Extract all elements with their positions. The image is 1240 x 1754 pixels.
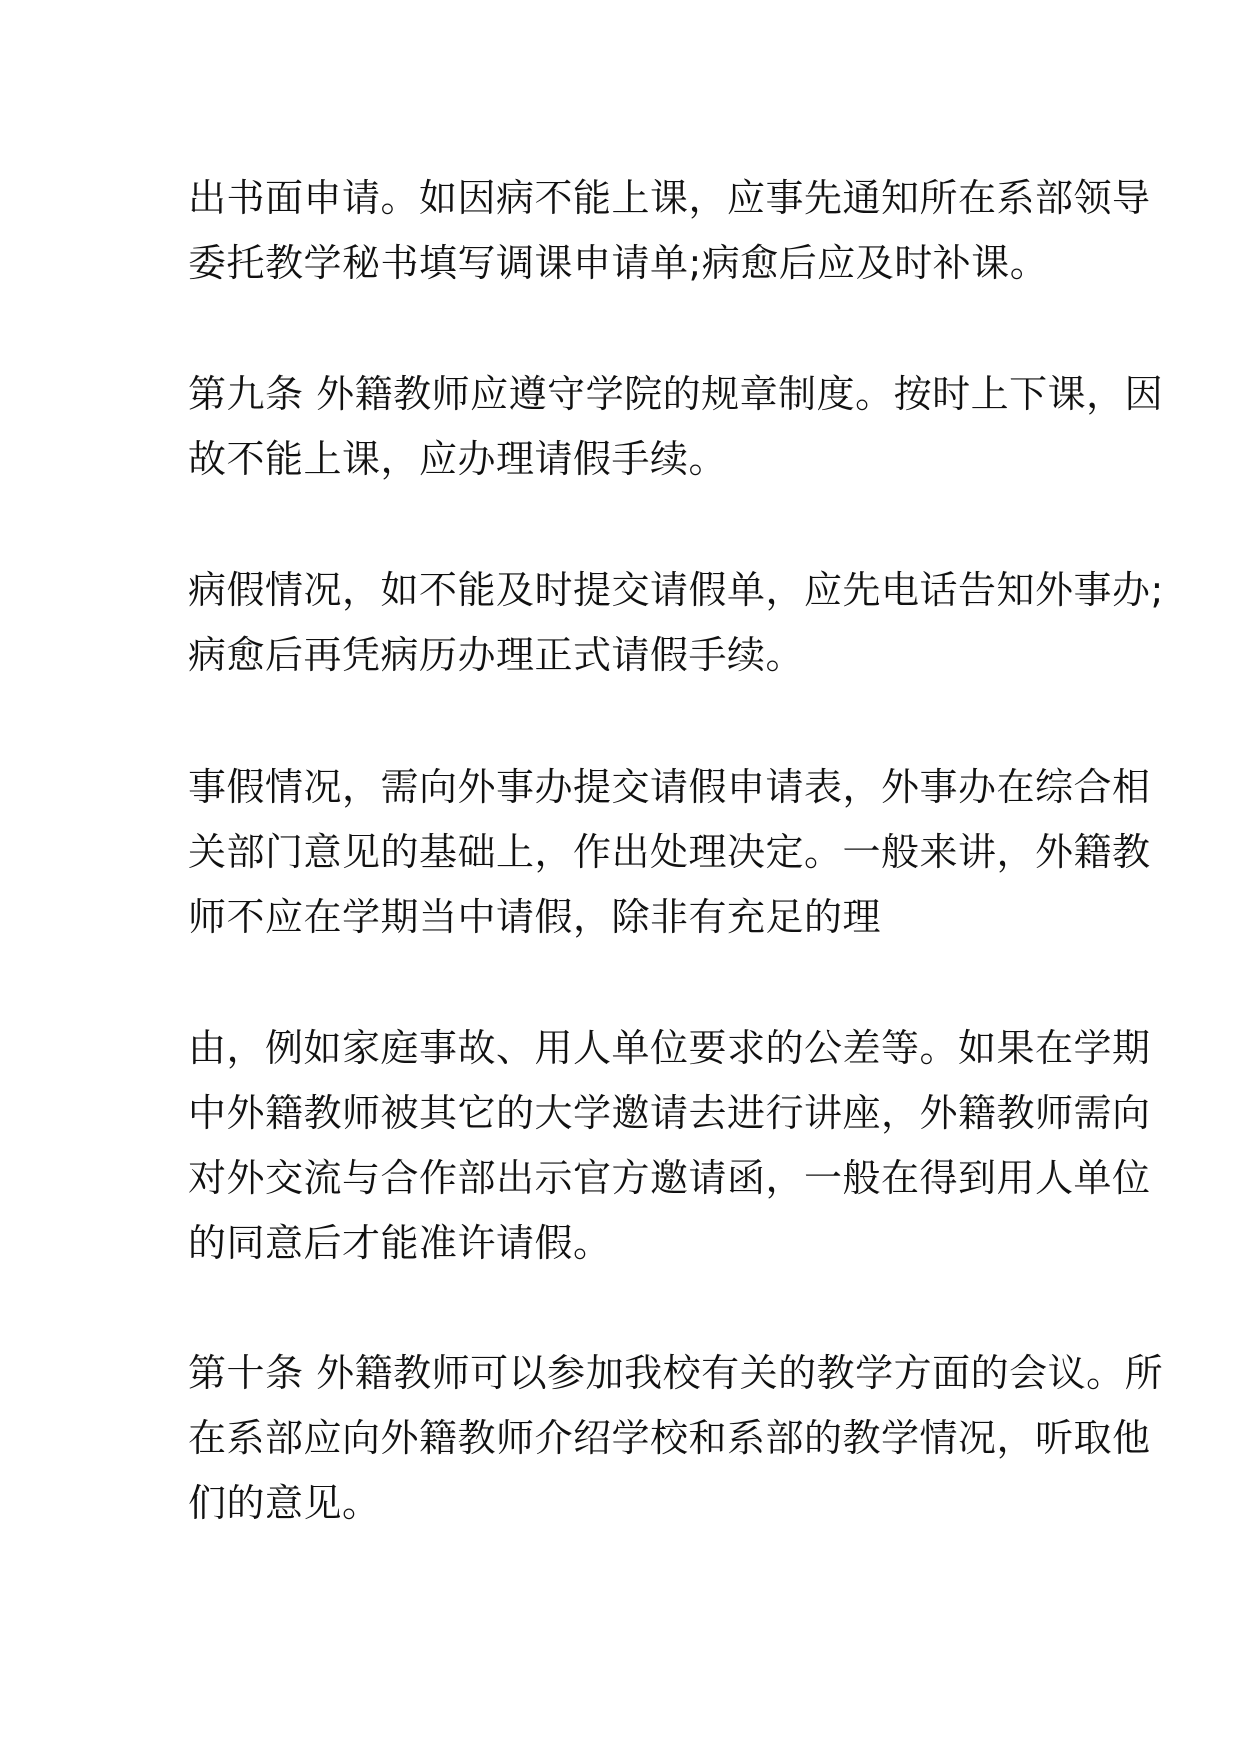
paragraph-line: 关部门意见的基础上，作出处理决定。一般来讲，外籍教 bbox=[188, 830, 1151, 874]
paragraph-line: 第十条 外籍教师可以参加我校有关的教学方面的会议。所 bbox=[188, 1351, 1164, 1395]
paragraph-article-10 bbox=[188, 1341, 1164, 1536]
paragraph-line: 师不应在学期当中请假，除非有充足的理 bbox=[188, 895, 882, 939]
paragraph-line: 事假情况，需向外事办提交请假申请表，外事办在综合相 bbox=[188, 765, 1151, 809]
paragraph-line: 的同意后才能准许请假。 bbox=[188, 1221, 612, 1265]
paragraph-line: 中外籍教师被其它的大学邀请去进行讲座，外籍教师需向 bbox=[188, 1091, 1151, 1135]
paragraph-line: 故不能上课，应办理请假手续。 bbox=[188, 437, 728, 481]
paragraph-leave-reasons bbox=[188, 1016, 1151, 1276]
paragraph-line: 出书面申请。如因病不能上课，应事先通知所在系部领导 bbox=[188, 176, 1151, 220]
paragraph-line: 由，例如家庭事故、用人单位要求的公差等。如果在学期 bbox=[188, 1026, 1151, 1070]
paragraph-article-9 bbox=[188, 362, 1164, 492]
paragraph-line: 在系部应向外籍教师介绍学校和系部的教学情况，听取他 bbox=[188, 1416, 1151, 1460]
paragraph-line: 委托教学秘书填写调课申请单;病愈后应及时补课。 bbox=[188, 241, 1049, 285]
paragraph-line: 第九条 外籍教师应遵守学院的规章制度。按时上下课，因 bbox=[188, 372, 1164, 416]
paragraph-line: 病愈后再凭病历办理正式请假手续。 bbox=[188, 633, 805, 677]
paragraph-line: 病假情况，如不能及时提交请假单，应先电话告知外事办; bbox=[188, 568, 1164, 612]
paragraph-personal-leave bbox=[188, 755, 1151, 950]
paragraph-line: 们的意见。 bbox=[188, 1481, 381, 1525]
paragraph-line: 对外交流与合作部出示官方邀请函，一般在得到用人单位 bbox=[188, 1156, 1151, 1200]
paragraph-sick-leave bbox=[188, 558, 1164, 688]
paragraph-course-adjustment bbox=[188, 166, 1151, 296]
